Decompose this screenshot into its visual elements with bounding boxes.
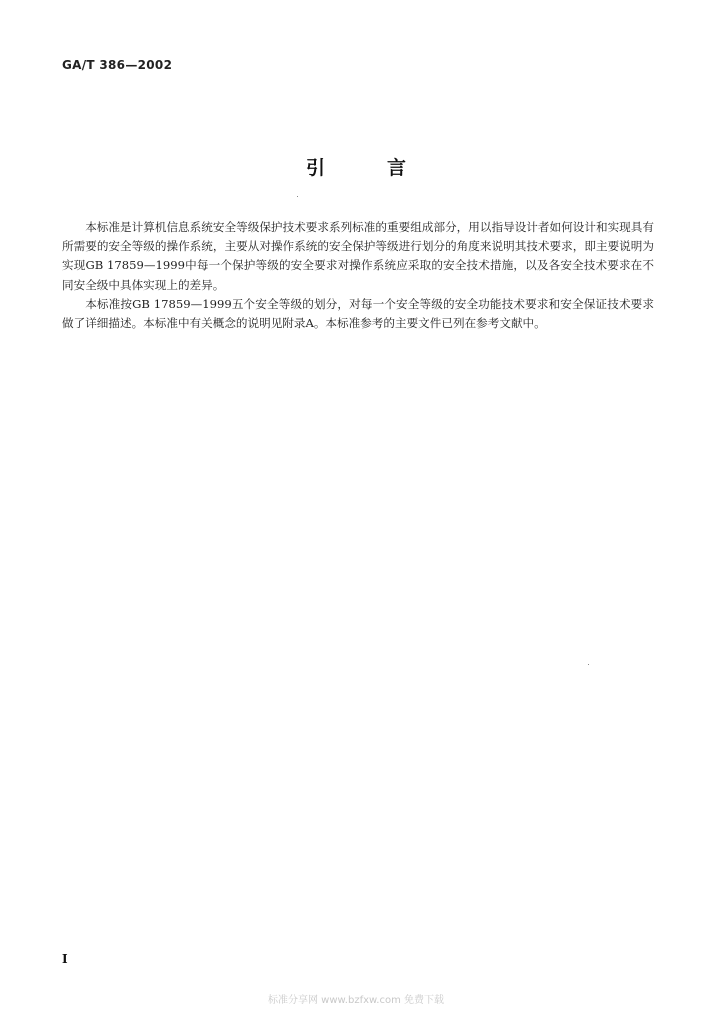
standard-code: GA/T 386—2002 (62, 58, 173, 72)
watermark: 标准分享网 www.bzfxw.com 免费下载 (268, 995, 444, 1006)
section-heading: 引言 (305, 157, 468, 179)
paragraph: 本标准按GB 17859—1999五个安全等级的划分，对每一个安全等级的安全功能技术要求和安全保证技术要求做了详细描述。本标准中有关概念的说明见附录A。本标准参考的主要文件已列在参考文献中。 (62, 296, 654, 331)
page-number: I (62, 952, 68, 966)
body-text (62, 218, 654, 333)
scan-speck (297, 196, 298, 197)
paragraph: 本标准是计算机信息系统安全等级保护技术要求系列标准的重要组成部分，用以指导设计者如何设计和实现具有所需要的安全等级的操作系统，主要从对操作系统的安全保护等级进行划分的角度来说明其技术要求，即主要说明为实现GB 17859—1999中每一个保护等级的安全要求对操作系统应采取的安全技术措施，以及各安全技术要求在不同安全级中具体实现上的差异。 (62, 220, 654, 292)
scan-speck (588, 664, 589, 665)
